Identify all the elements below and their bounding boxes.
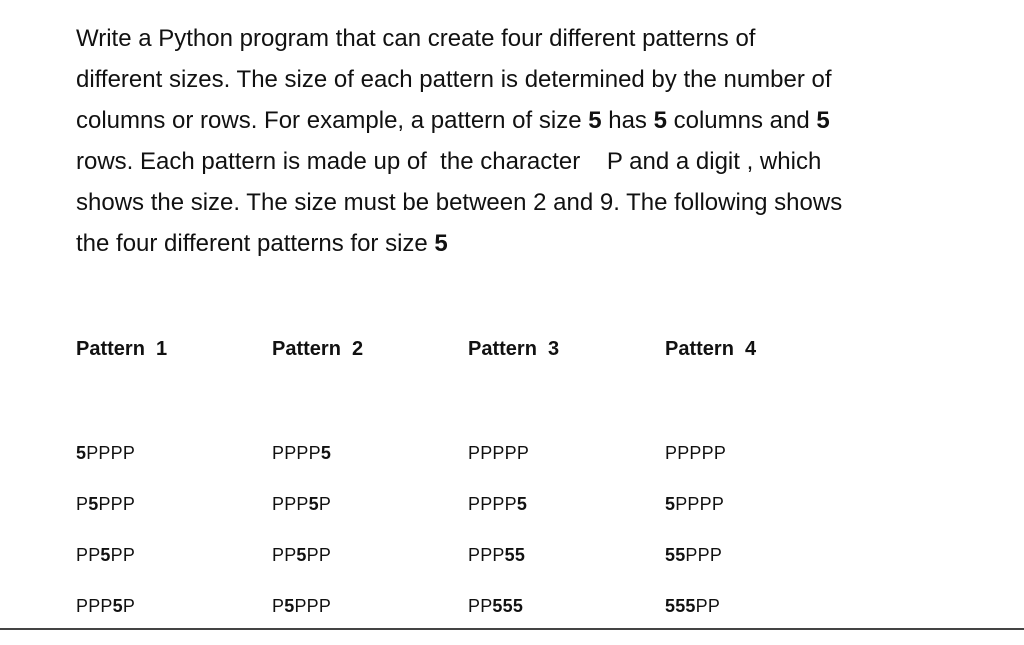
text-run: PP (76, 545, 101, 565)
pattern-row (272, 492, 331, 543)
pattern-rows (76, 441, 135, 645)
bold-text-run: 55 (504, 545, 526, 565)
bold-text-run: 555 (492, 596, 524, 616)
question-line (76, 18, 956, 59)
pattern-row (468, 594, 529, 645)
bold-text-run: 5 (296, 545, 307, 565)
text-run: columns and (666, 107, 817, 134)
pattern-title: Pattern 2 (272, 338, 364, 360)
pattern-row (272, 594, 331, 645)
pattern-row (272, 441, 331, 492)
pattern-column-1 (76, 336, 266, 616)
bold-text-run: 5 (308, 494, 319, 514)
pattern-row (468, 492, 529, 543)
text-run: the four different patterns for size (76, 230, 435, 257)
bold-text-run: 55 (665, 545, 686, 565)
pattern-row (76, 543, 135, 594)
question-line (76, 223, 956, 264)
bold-text-run: 5 (588, 107, 602, 134)
question-line (76, 100, 956, 141)
pattern-rows (468, 441, 529, 645)
text-run: PPPP (675, 494, 725, 514)
text-run: has (601, 107, 654, 134)
text-run: PPP (294, 596, 332, 616)
pattern-column-2 (272, 336, 462, 616)
pattern-row (665, 543, 726, 594)
text-run: P (76, 494, 89, 514)
pattern-title: Pattern 4 (665, 338, 757, 360)
pattern-row (76, 492, 135, 543)
bold-text-run: 5 (320, 443, 332, 463)
bold-text-run: 5 (76, 443, 87, 463)
text-run: PPPPP (468, 443, 530, 463)
text-run: PPPP (272, 443, 321, 463)
pattern-rows (665, 441, 726, 645)
text-run: PPP (468, 545, 505, 565)
pattern-row (665, 492, 726, 543)
text-run: P (318, 494, 332, 514)
bold-text-run: 5 (100, 545, 111, 565)
text-run: PP (695, 596, 721, 616)
text-run: PPP (685, 545, 723, 565)
question-paragraph (76, 18, 956, 264)
text-run: PPP (98, 494, 136, 514)
pattern-rows (272, 441, 331, 645)
text-run: different sizes. The size of each pattern is determined by the number of (76, 66, 832, 93)
text-run: rows. Each pattern is made up of the character P and a digit , which (76, 148, 822, 175)
bold-text-run: 5 (112, 596, 123, 616)
text-run: PPP (76, 596, 113, 616)
text-run: P (122, 596, 136, 616)
bold-text-run: 5 (434, 230, 448, 257)
bold-text-run: 5 (284, 596, 295, 616)
pattern-row (665, 441, 726, 492)
pattern-row (468, 441, 529, 492)
bold-text-run: 5 (816, 107, 830, 134)
bold-text-run: 5 (516, 494, 528, 514)
bold-text-run: 5 (665, 494, 676, 514)
pattern-row (76, 594, 135, 645)
question-line (76, 182, 956, 223)
text-run: columns or rows. For example, a pattern of size (76, 107, 589, 134)
pattern-column-4 (665, 336, 855, 616)
pattern-row (76, 441, 135, 492)
pattern-row (272, 543, 331, 594)
text-run: PP (306, 545, 332, 565)
text-run: P (272, 596, 285, 616)
text-run: PPPP (468, 494, 517, 514)
question-line (76, 141, 956, 182)
bold-text-run: 5 (88, 494, 99, 514)
pattern-title: Pattern 3 (468, 338, 560, 360)
text-run: PPP (272, 494, 309, 514)
pattern-row (665, 594, 726, 645)
pattern-title: Pattern 1 (76, 338, 168, 360)
text-run: PPPP (86, 443, 136, 463)
bold-text-run: 5 (653, 107, 667, 134)
text-run: shows the size. The size must be between 2 and 9. The following shows (76, 189, 843, 216)
pattern-row (468, 543, 529, 594)
question-line (76, 59, 956, 100)
text-run: PP (468, 596, 493, 616)
pattern-column-3 (468, 336, 658, 616)
text-run: Write a Python program that can create four different patterns of (76, 25, 756, 52)
text-run: PP (272, 545, 297, 565)
text-run: PP (110, 545, 136, 565)
bold-text-run: 555 (665, 596, 696, 616)
text-run: PPPPP (665, 443, 727, 463)
